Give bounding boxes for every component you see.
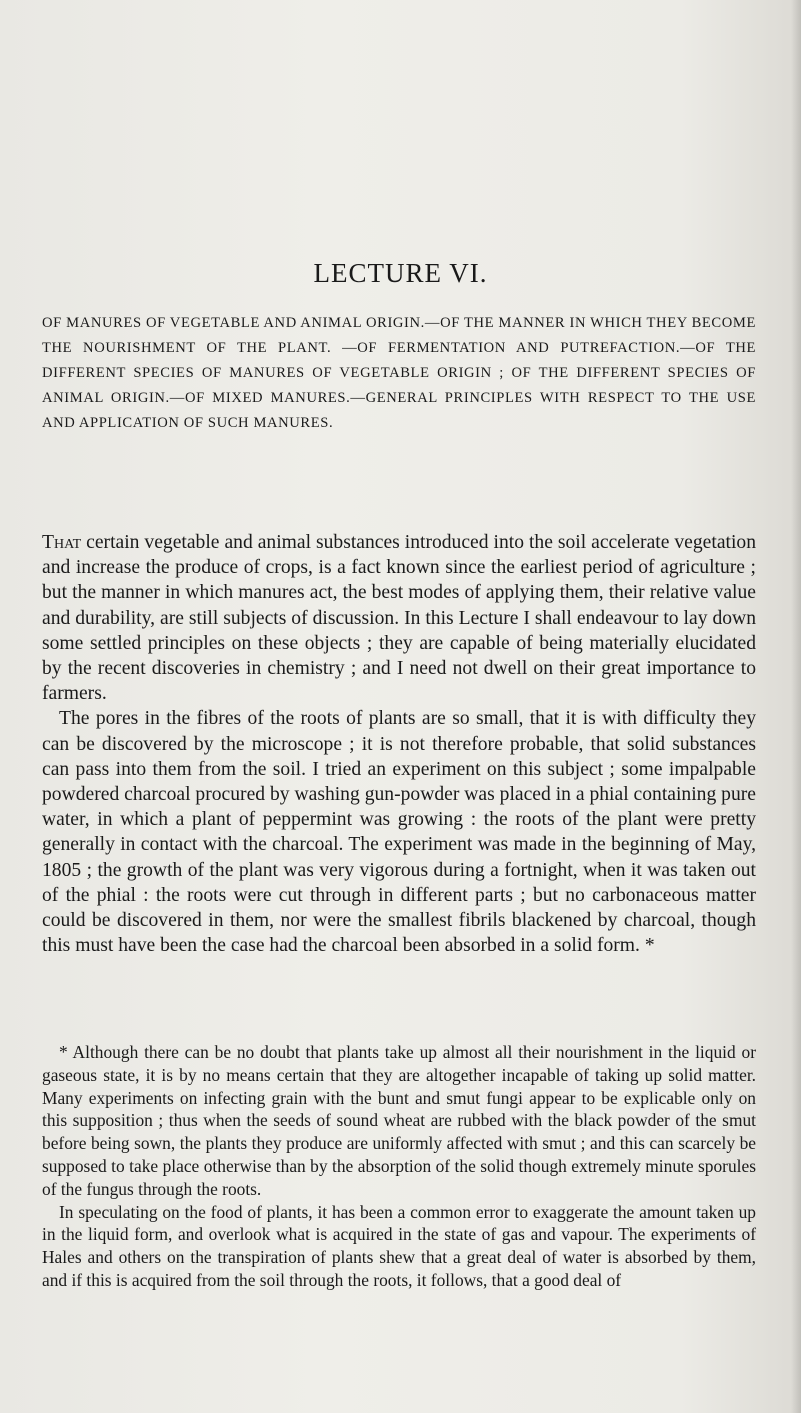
chapter-summary: OF MANURES OF VEGETABLE AND ANIMAL ORIGIN.—OF THE MANNER IN WHICH THEY BECOME THE NOURISHMENT OF THE PLANT. —OF FERMENTATION AND PUTREFACTION.—OF THE DIFFERENT SPECIES OF MANURES OF VEGETABLE ORIGIN ; OF THE DIFFERENT SPECIES OF ANIMAL ORIGIN.—OF MIXED MANURES.—GENERAL PRINCIPLES WITH RESPECT TO THE USE AND APPLICATION OF SUCH MANURES.: [42, 315, 756, 431]
paragraph-1: [42, 530, 756, 706]
page-edge-shadow: [791, 0, 801, 1413]
paragraph-1-lead-word: That: [42, 532, 82, 553]
paragraph-2: The pores in the fibres of the roots of plants are so small, that it is with difficulty they can be discovered by the microscope ; it is not therefore probable, that solid substances can pass into them from the soil. I tried an experiment on this subject ; some impalpable powdered charcoal procured by washing gun-powder was placed in a phial containing pure water, in which a plant of peppermint was growing : the roots of the plant were pretty generally in contact with the charcoal. The experiment was made in the beginning of May, 1805 ; the growth of the plant was very vigorous during a fortnight, when it was taken out of the phial : the roots were cut through in different parts ; but no carbonaceous matter could be discovered in them, nor were the smallest fibrils blackened by charcoal, though this must have been the case had the charcoal been absorbed in a solid form. *: [42, 708, 756, 957]
footnote-1: * Although there can be no doubt that plants take up almost all their nourishment in the liquid or gaseous state, it is by no means certain that they are altogether incapable of taking up solid matter. Many experiments on infecting grain with the bunt and smut fungi appear to be explicable only on this supposition ; thus when the seeds of sound wheat are rubbed with the black powder of the smut before being sown, the plants they produce are uniformly affected with smut ; and this can scarcely be supposed to take place otherwise than by the absorption of the solid though extremely minute sporules of the fungus through the roots.: [42, 1042, 756, 1199]
lecture-title: LECTURE VI.: [313, 258, 488, 288]
main-text: [42, 530, 756, 958]
footnote-2: In speculating on the food of plants, it has been a common error to exaggerate the amount taken up in the liquid form, and overlook what is acquired in the state of gas and vapour. The experiments of Hales and others on the transpiration of plants shew that a great deal of water is absorbed by them, and if this is acquired from the soil through the roots, it follows, that a good deal of: [42, 1201, 756, 1290]
footnote-block: [42, 1041, 756, 1292]
paragraph-1-text: certain vegetable and animal substances introduced into the soil accelerate vegetation and increase the produce of crops, is a fact known since the earliest period of agriculture ; but the manner in which manures act, the best modes of applying them, their relative value and durability, are still subjects of discussion. In this Lecture I shall endeavour to lay down some settled principles on these objects ; they are capable of being materially elucidated by the recent discoveries in chemistry ; and I need not dwell on their great importance to farmers.: [42, 532, 756, 705]
